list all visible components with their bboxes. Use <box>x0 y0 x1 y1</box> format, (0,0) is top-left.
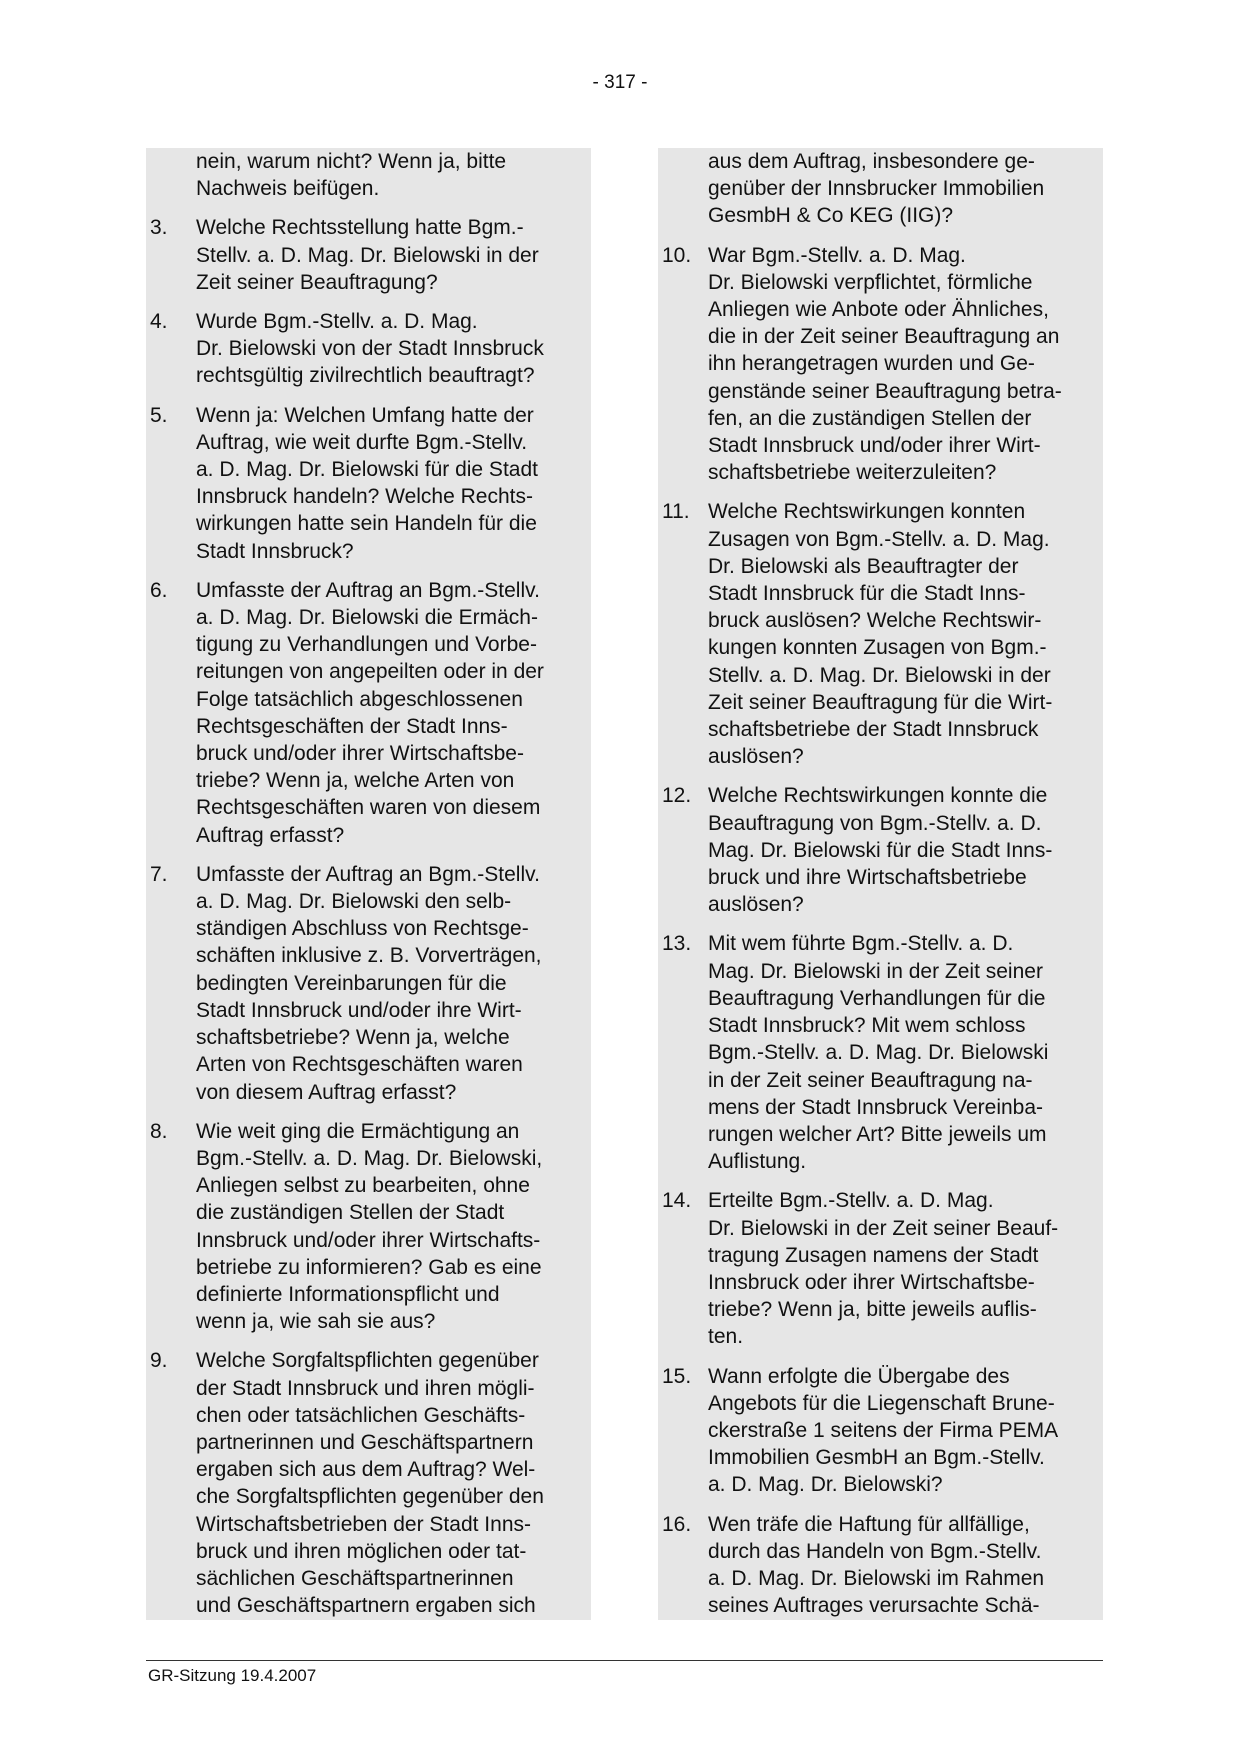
list-item <box>658 1363 1103 1499</box>
item-text: Umfasste der Auftrag an Bgm.-Stellv. a. D. Mag. Dr. Bielowski den selb- ständigen Abschluss von Rechtsge- schäften inklusive z. B. Vorverträgen, bedingten Vereinbarungen für die Stadt Innsbruck und/oder ihre Wirt- schaftsbetriebe? Wenn ja, welche Arten von Rechtsgeschäften waren von diesem Auftrag erfasst? <box>196 862 542 1104</box>
item-text: Mit wem führte Bgm.-Stellv. a. D. Mag. Dr. Bielowski in der Zeit seiner Beauftragung Verhandlungen für die Stadt Innsbruck? Mit wem schloss Bgm.-Stellv. a. D. Mag. Dr. Bielowski in der Zeit seiner Beauftragung na- mens der Stadt Innsbruck Vereinba- rungen welcher Art? Bitte jeweils um Auflistung. <box>708 932 1049 1174</box>
item-text: nein, warum nicht? Wenn ja, bitte Nachweis beifügen. <box>196 150 507 201</box>
item-number: 10. <box>662 243 692 267</box>
list-item <box>146 577 591 849</box>
item-text: Wen träfe die Haftung für allfällige, durch das Handeln von Bgm.-Stellv. a. D. Mag. Dr. Bielowski im Rahmen seines Auftrages verursachte Schä- <box>708 1512 1045 1618</box>
list-item <box>146 308 591 390</box>
list-item <box>658 1187 1103 1350</box>
item-number: 6. <box>150 578 168 602</box>
list-item <box>146 1347 591 1619</box>
footer-label: GR-Sitzung 19.4.2007 <box>148 1666 317 1685</box>
item-number: 4. <box>150 310 168 334</box>
footer-divider <box>146 1660 1103 1661</box>
item-text: Wann erfolgte die Übergabe des Angebots für die Liegenschaft Brune- ckerstraße 1 seitens der Firma PEMA Immobilien GesmbH an Bgm.-Stellv. a. D. Mag. Dr. Bielowski? <box>708 1364 1059 1497</box>
item-number: 3. <box>150 216 168 240</box>
list-item <box>146 861 591 1106</box>
list-item <box>658 148 1103 230</box>
item-text: Erteilte Bgm.-Stellv. a. D. Mag. Dr. Bielowski in der Zeit seiner Beauf- tragung Zusagen namens der Stadt Innsbruck oder ihrer Wirtschaftsbe- triebe? Wenn ja, bitte jeweils auflis- ten. <box>708 1189 1059 1349</box>
list-item <box>146 148 591 202</box>
item-text: Welche Rechtswirkungen konnten Zusagen von Bgm.-Stellv. a. D. Mag. Dr. Bielowski als Beauftragter der Stadt Innsbruck für die Stadt Inns- bruck auslösen? Welche Rechtswir- kungen konnten Zusagen von Bgm.- Stellv. a. D. Mag. Dr. Bielowski in der Zeit seiner Beauftragung für die Wirt- schaftsbetriebe der Stadt Innsbruck auslösen? <box>708 500 1053 769</box>
item-text: Umfasste der Auftrag an Bgm.-Stellv. a. D. Mag. Dr. Bielowski die Ermäch- tigung zu Verhandlungen und Vorbe- reitungen von angepeilten oder in der Folge tatsächlich abgeschlossenen Rechtsgeschäften der Stadt Inns- bruck und/oder ihrer Wirtschaftsbe- triebe? Wenn ja, welche Arten von Rechtsgeschäften waren von diesem Auftrag erfasst? <box>196 578 544 847</box>
list-item <box>658 242 1103 487</box>
item-text: Wurde Bgm.-Stellv. a. D. Mag. Dr. Bielowski von der Stadt Innsbruck rechtsgültig zivilrechtlich beauftragt? <box>196 310 544 388</box>
list-item <box>658 930 1103 1175</box>
item-text: Wie weit ging die Ermächtigung an Bgm.-Stellv. a. D. Mag. Dr. Bielowski, Anliegen selbst zu bearbeiten, ohne die zuständigen Stellen der Stadt Innsbruck und/oder ihrer Wirtschafts- betriebe zu informieren? Gab es eine definierte Informationspflicht und wenn ja, wie sah sie aus? <box>196 1119 543 1334</box>
list-item <box>146 1118 591 1336</box>
right-column <box>658 148 1103 1620</box>
item-text: Welche Rechtsstellung hatte Bgm.- Stellv. a. D. Mag. Dr. Bielowski in der Zeit seiner Beauftragung? <box>196 216 539 294</box>
item-text: Wenn ja: Welchen Umfang hatte der Auftrag, wie weit durfte Bgm.-Stellv. a. D. Mag. Dr. Bielowski für die Stadt Innsbruck handeln? Welche Rechts- wirkungen hatte sein Handeln für die Stadt Innsbruck? <box>196 403 538 563</box>
list-item <box>146 402 591 565</box>
item-text: Welche Sorgfaltspflichten gegenüber der Stadt Innsbruck und ihren mögli- chen oder tatsächlichen Geschäfts- partnerinnen und Geschäftspartnern ergaben sich aus dem Auftrag? Wel- che Sorgfaltspflichten gegenüber den Wirtschaftsbetrieben der Stadt Inns- bruck und ihren möglichen oder tat- sächlichen Geschäftspartnerinnen und Geschäftspartnern ergaben sich <box>196 1349 544 1618</box>
item-text: War Bgm.-Stellv. a. D. Mag. Dr. Bielowski verpflichtet, förmliche Anliegen wie Anbote oder Ähnliches, die in der Zeit seiner Beauftragung an ihn herangetragen wurden und Ge- genstände seiner Beauftragung betra- fen, an die zuständigen Stellen der Stadt Innsbruck und/oder ihrer Wirt- schaftsbetriebe weiterzuleiten? <box>708 243 1062 485</box>
list-item <box>658 1511 1103 1620</box>
left-column <box>146 148 591 1620</box>
list-item <box>658 498 1103 770</box>
item-number: 15. <box>662 1364 692 1388</box>
page-number: - 317 - <box>592 72 648 93</box>
list-item <box>146 214 591 296</box>
item-number: 11. <box>662 500 690 524</box>
list-item <box>658 782 1103 918</box>
item-number: 5. <box>150 403 168 427</box>
item-number: 14. <box>662 1189 692 1213</box>
item-number: 8. <box>150 1119 168 1143</box>
item-number: 12. <box>662 784 692 808</box>
item-number: 7. <box>150 862 168 886</box>
item-number: 16. <box>662 1512 692 1536</box>
item-number: 13. <box>662 932 692 956</box>
item-number: 9. <box>150 1349 168 1373</box>
item-text: aus dem Auftrag, insbesondere ge- genüber der Innsbrucker Immobilien GesmbH & Co KEG (IIG)? <box>708 150 1045 228</box>
item-text: Welche Rechtswirkungen konnte die Beauftragung von Bgm.-Stellv. a. D. Mag. Dr. Bielowski für die Stadt Inns- bruck und ihre Wirtschaftsbetriebe auslösen? <box>708 784 1053 917</box>
